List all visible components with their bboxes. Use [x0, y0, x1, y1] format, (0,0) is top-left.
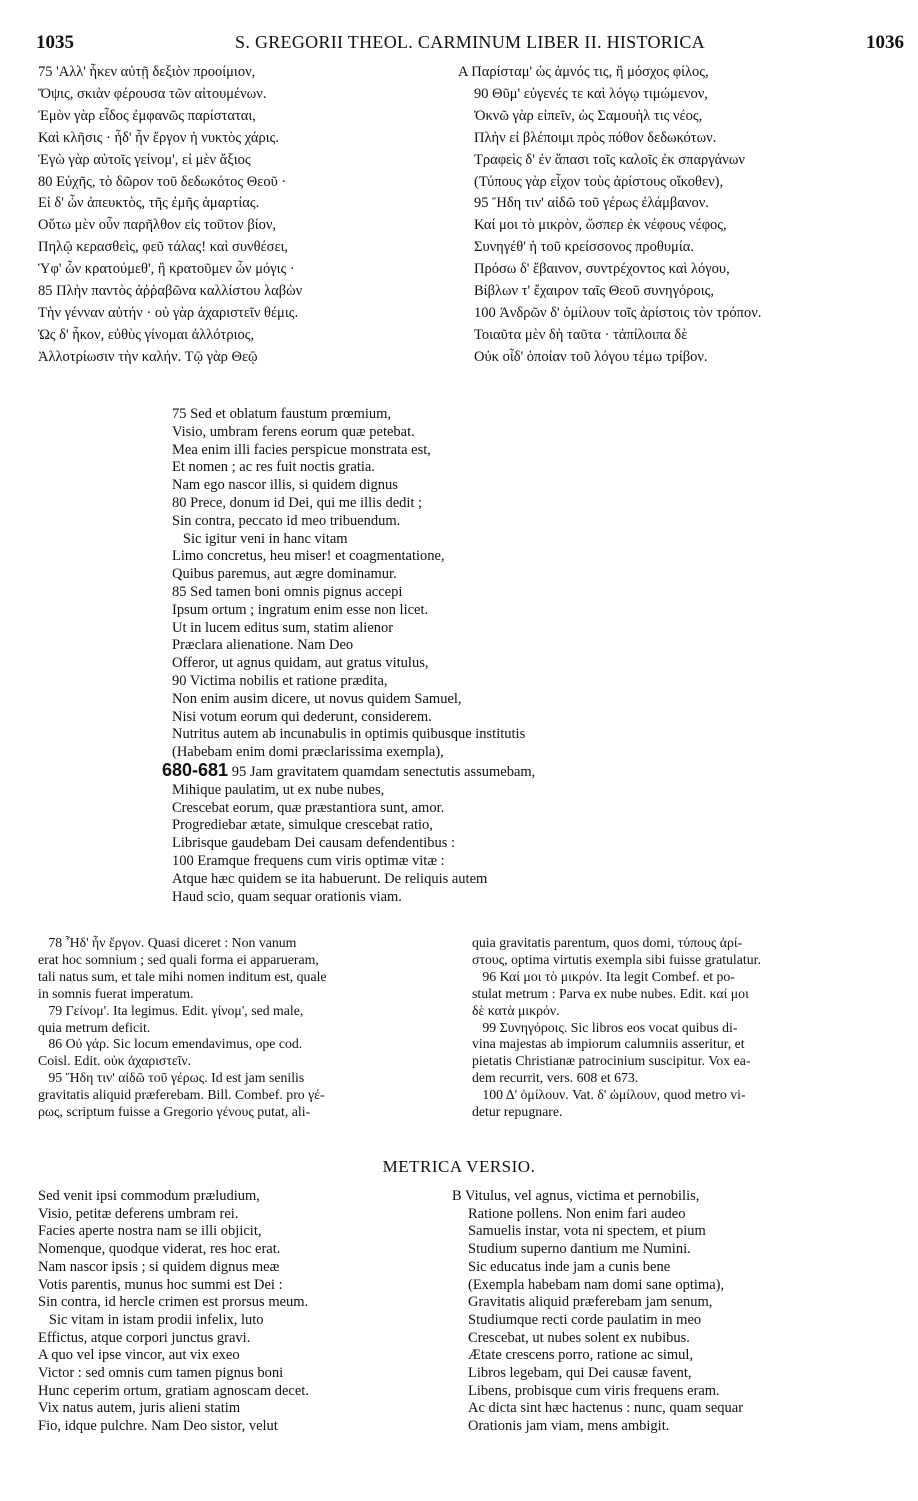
greek-line: (Τύπους γὰρ εἶχον τοὺς ἀρίστους οἴκοθεν),	[474, 173, 724, 190]
footnote-line: stulat metrum : Parva ex nube nubes. Edit. καί μοι	[472, 985, 749, 1001]
migne-column-reference: 680-681	[162, 759, 229, 780]
greek-line: Συνηγέθ' ἡ τοῦ κρείσσονος προθυμία.	[474, 239, 694, 256]
footnote-line: 96 Καί μοι τὸ μικρόν. Ita legit Combef. et po-	[472, 968, 735, 984]
verse-line: Effictus, atque corpori junctus gravi.	[38, 1329, 251, 1346]
verse-line: A quo vel ipse vincor, aut vix exeo	[38, 1347, 240, 1364]
greek-line: Ἐμὸν γὰρ εἶδος ἐμφανῶς παρίσταται,	[38, 107, 256, 124]
footnote-line: 100 Δ' ὁμίλουν. Vat. δ' ὡμίλουν, quod metro vi-	[472, 1087, 746, 1103]
latin-line: 80 Prece, donum id Dei, qui me illis dedit ;	[172, 494, 423, 511]
latin-translation-block	[162, 406, 536, 906]
greek-line: A Παρίσταμ' ὡς ἀμνός τις, ἢ μόσχος φίλος,	[458, 64, 709, 80]
footnote-line: detur repugnare.	[472, 1104, 563, 1120]
verse-line: (Exempla habebam nam domi sane optima),	[468, 1276, 725, 1293]
greek-line: Ἐγὼ γὰρ αὐτοῖς γείνομ', εἰ μὲν ἄξιος	[38, 151, 251, 168]
greek-line: Ὑφ' ὧν κρατούμεθ', ἢ κρατοῦμεν ὧν μόγις ·	[38, 261, 295, 278]
latin-line: 85 Sed tamen boni omnis pignus accepi	[172, 583, 403, 600]
footnote-line: tali natus sum, et tale mihi nomen inditum est, quale	[38, 968, 327, 984]
latin-line: 100 Eramque frequens cum viris optimæ vitæ :	[172, 852, 445, 869]
latin-line: Et nomen ; ac res fuit noctis gratia.	[172, 459, 375, 476]
verse-line: B Vitulus, vel agnus, victima et pernobilis,	[452, 1188, 700, 1204]
footnote-line: ρως, scriptum fuisse a Gregorio γένους putat, ali-	[38, 1104, 311, 1120]
running-title: S. GREGORII THEOL. CARMINUM LIBER II. HISTORICA	[235, 32, 705, 52]
footnote-line: gravitatis aliquid præferebam. Bill. Combef. pro γέ-	[38, 1087, 325, 1103]
footnote-line: quia metrum deficit.	[38, 1019, 151, 1035]
footnote-line: 78 Ἦδ' ἦν ἔργον. Quasi diceret : Non vanum	[38, 935, 297, 950]
latin-line: Nisi votum eorum qui dederunt, considerem.	[172, 708, 432, 725]
greek-line: Ἀλλοτρίωσιν τὴν καλήν. Τῷ γὰρ Θεῷ	[38, 348, 258, 365]
greek-line: 90 Θῦμ' εὐγενές τε καὶ λόγῳ τιμώμενον,	[474, 85, 708, 102]
footnote-line: 79 Γείνομ'. Ita legimus. Edit. γίνομ', sed male,	[38, 1002, 304, 1018]
latin-line: Sic igitur veni in hanc vitam	[172, 530, 348, 547]
latin-line: Haud scio, quam sequar orationis viam.	[172, 888, 402, 905]
footnote-line: 86 Οὐ γάρ. Sic locum emendavimus, ope cod.	[38, 1036, 303, 1052]
greek-line: 85 Πλὴν παντὸς ἀῤῥαβῶνα καλλίστου λαβὼν	[38, 283, 303, 300]
verse-line: Facies aperte nostra nam se illi objicit,	[38, 1223, 262, 1240]
greek-line: Οὐκ οἶδ' ὁποίαν τοῦ λόγου τέμω τρίβον.	[474, 348, 708, 365]
latin-line: (Habebam enim domi præclarissima exempla),	[172, 744, 444, 761]
greek-line: 80 Εὐχῆς, τὸ δῶρον τοῦ δεδωκότος Θεοῦ ·	[38, 173, 287, 190]
verse-line: Ratione pollens. Non enim fari audeo	[468, 1205, 686, 1222]
latin-line: Ipsum ortum ; ingratum enim esse non licet.	[172, 601, 429, 618]
footnote-line: dem recurrit, vers. 608 et 673.	[472, 1070, 639, 1086]
footnote-line: pietatis Christianæ patrocinium suscipitur. Vox ea-	[472, 1053, 751, 1069]
latin-line: Nam ego nascor illis, si quidem dignus	[172, 477, 398, 494]
verse-line: Samuelis instar, vota ni spectem, et pium	[468, 1223, 706, 1240]
greek-line: Καὶ κλῆσις · ἦδ' ἦν ἔργον ἡ νυκτὸς χάρις.	[38, 129, 280, 146]
verse-line: Sic vitam in istam prodii infelix, luto	[38, 1311, 264, 1328]
greek-line: Ὄψις, σκιὰν φέρουσα τῶν αἰτουμένων.	[38, 85, 267, 102]
footnote-line: δὲ κατὰ μικρόν.	[472, 1002, 560, 1018]
footnote-line: 95 Ἤδη τιν' αἰδῶ τοῦ γέρως. Id est jam senilis	[38, 1070, 305, 1086]
greek-line: 95 Ἤδη τιν' αἰδῶ τοῦ γέρως ἐλάμβανον.	[474, 195, 709, 212]
greek-line: Βίβλων τ' ἔχαιρον ταῖς Θεοῦ συνηγόροις,	[474, 283, 714, 300]
footnotes-right-column	[472, 935, 761, 1121]
verse-line: Victor : sed omnis cum tamen pignus boni	[38, 1365, 284, 1382]
verse-line: Gravitatis aliquid præferebam jam senum,	[468, 1294, 713, 1311]
verse-line: Crescebat, ut nubes solent ex nubibus.	[468, 1329, 690, 1346]
greek-line: Ὀκνῶ γὰρ εἰπεῖν, ὡς Σαμουὴλ τις νέος,	[474, 107, 703, 124]
latin-line: Limo concretus, heu miser! et coagmentatione,	[172, 548, 445, 565]
latin-line: Progrediebar ætate, simulque crescebat ratio,	[172, 817, 433, 834]
latin-line: Mea enim illi facies perspicue monstrata est,	[172, 441, 431, 458]
latin-line: 75 Sed et oblatum faustum prœmium,	[172, 406, 392, 422]
metrical-version-right-column	[452, 1188, 743, 1436]
greek-line: Τραφεὶς δ' ἐν ἅπασι τοῖς καλοῖς ἐκ σπαργάνων	[474, 151, 745, 168]
verse-line: Fio, idque pulchre. Nam Deo sistor, velut	[38, 1418, 278, 1435]
greek-line: Τὴν γένναν αὐτήν · οὐ γὰρ ἀχαριστεῖν θέμις.	[38, 304, 299, 321]
metrical-version-left-column	[38, 1188, 309, 1436]
latin-line: Atque hæc quidem se ita habuerunt. De reliquis autem	[172, 870, 488, 887]
latin-line: Crescebat eorum, quæ præstantiora sunt, amor.	[172, 799, 445, 816]
greek-line: Πρόσω δ' ἔβαινον, συντρέχοντος καὶ λόγου,	[474, 261, 730, 278]
footnotes-left-column	[38, 935, 327, 1121]
column-marker-a: A	[458, 64, 468, 80]
latin-line: Ut in lucem editus sum, statim alienor	[172, 619, 394, 636]
greek-line: Τοιαῦτα μὲν δὴ ταῦτα · τἀπίλοιπα δὲ	[474, 326, 688, 343]
latin-line: Præclara alienatione. Nam Deo	[172, 637, 354, 654]
latin-line: Visio, umbram ferens eorum quæ petebat.	[172, 423, 415, 440]
verse-line: Libens, probisque cum viris frequens eram.	[468, 1382, 720, 1399]
verse-line: Visio, petitæ deferens umbram rei.	[38, 1205, 239, 1222]
latin-line: Offeror, ut agnus quidam, aut gratus vitulus,	[172, 655, 429, 672]
footnote-line: vina majestas ab impiorum calumniis asseritur, et	[472, 1036, 745, 1052]
verse-line: Studium superno dantium me Numini.	[468, 1241, 691, 1258]
greek-line: Πηλῷ κερασθεὶς, φεῦ τάλας! καὶ συνθέσει,	[38, 239, 289, 256]
footnote-line: Coisl. Edit. οὐκ ἀχαριστεῖν.	[38, 1053, 192, 1069]
page-number-right: 1036	[866, 32, 904, 53]
latin-line: 680-681 95 Jam gravitatem quamdam senectutis assumebam,	[162, 759, 536, 780]
latin-line: Sin contra, peccato id meo tribuendum.	[172, 512, 401, 529]
latin-line: Nutritus autem ab incunabulis in optimis quibusque institutis	[172, 726, 526, 743]
latin-line: Librisque gaudebam Dei causam defendentibus :	[172, 835, 456, 852]
page-number-left: 1035	[36, 32, 74, 53]
latin-line: 90 Victima nobilis et ratione prædita,	[172, 672, 388, 689]
verse-line: Votis parentis, munus hoc summi est Dei :	[38, 1276, 283, 1293]
verse-line: Sic educatus inde jam a cunis bene	[468, 1258, 671, 1275]
footnote-line: quia gravitatis parentum, quos domi, τύπους ἀρί-	[472, 935, 743, 950]
verse-line: Orationis jam viam, mens ambigit.	[468, 1418, 670, 1435]
verse-line: Libros legebam, qui Dei causæ favent,	[468, 1365, 692, 1382]
verse-line: Ætate crescens porro, ratione ac simul,	[468, 1347, 694, 1364]
footnote-line: 99 Συνηγόροις. Sic libros eos vocat quibus di-	[472, 1019, 738, 1035]
greek-line: 75 'Αλλ' ἧκεν αὐτῇ δεξιὸν προοίμιον,	[38, 64, 256, 80]
footnote-line: in somnis fuerat imperatum.	[38, 985, 194, 1001]
column-marker-b: B	[452, 1188, 462, 1204]
verse-line: Nam nascor ipsis ; si quidem dignus meæ	[38, 1258, 280, 1275]
greek-line: Οὕτω μὲν οὖν παρῆλθον εἰς τοῦτον βίον,	[38, 217, 277, 234]
latin-line: Quibus paremus, aut ægre dominamur.	[172, 566, 397, 583]
greek-line: 100 Ἀνδρῶν δ' ὁμίλουν τοῖς ἀρίστοις τὸν τρόπον.	[474, 304, 762, 321]
verse-line: Sed venit ipsi commodum præludium,	[38, 1188, 260, 1204]
greek-line: Ὡς δ' ἧκον, εὐθὺς γίνομαι ἀλλότριος,	[38, 326, 255, 343]
latin-line: Non enim ausim dicere, ut novus quidem Samuel,	[172, 690, 462, 707]
verse-line: Vix natus autem, juris alieni statim	[38, 1400, 241, 1417]
greek-line: Πλὴν εἰ βλέποιμι πρὸς πόθον δεδωκότων.	[474, 129, 717, 146]
footnote-line: erat hoc somnium ; sed quali forma ei apparueram,	[38, 951, 319, 967]
metrica-versio-heading: METRICA VERSIO.	[382, 1157, 536, 1176]
footnote-line: στους, optima virtutis exempla sibi fuisse gratulatur.	[472, 951, 761, 967]
verse-line: Studiumque recti corde paulatim in meo	[468, 1311, 702, 1328]
verse-line: Nomenque, quodque viderat, res hoc erat.	[38, 1241, 281, 1258]
verse-line: Hunc ceperim ortum, gratiam agnoscam decet.	[38, 1382, 309, 1399]
page-header	[36, 32, 904, 58]
verse-line: Ac dicta sint hæc hactenus : nunc, quam sequar	[468, 1400, 744, 1417]
verse-line: Sin contra, id hercle crimen est prorsus meum.	[38, 1294, 309, 1311]
greek-line: Εἰ δ' ὧν ἀπευκτὸς, τῆς ἐμῆς ἁμαρτίας.	[38, 195, 260, 212]
greek-text-right-column	[458, 62, 761, 369]
latin-line: Mihique paulatim, ut ex nube nubes,	[172, 781, 385, 798]
greek-text-left-column	[38, 62, 302, 369]
greek-line: Καί μοι τὸ μικρὸν, ὥσπερ ἐκ νέφους νέφος,	[474, 217, 727, 234]
